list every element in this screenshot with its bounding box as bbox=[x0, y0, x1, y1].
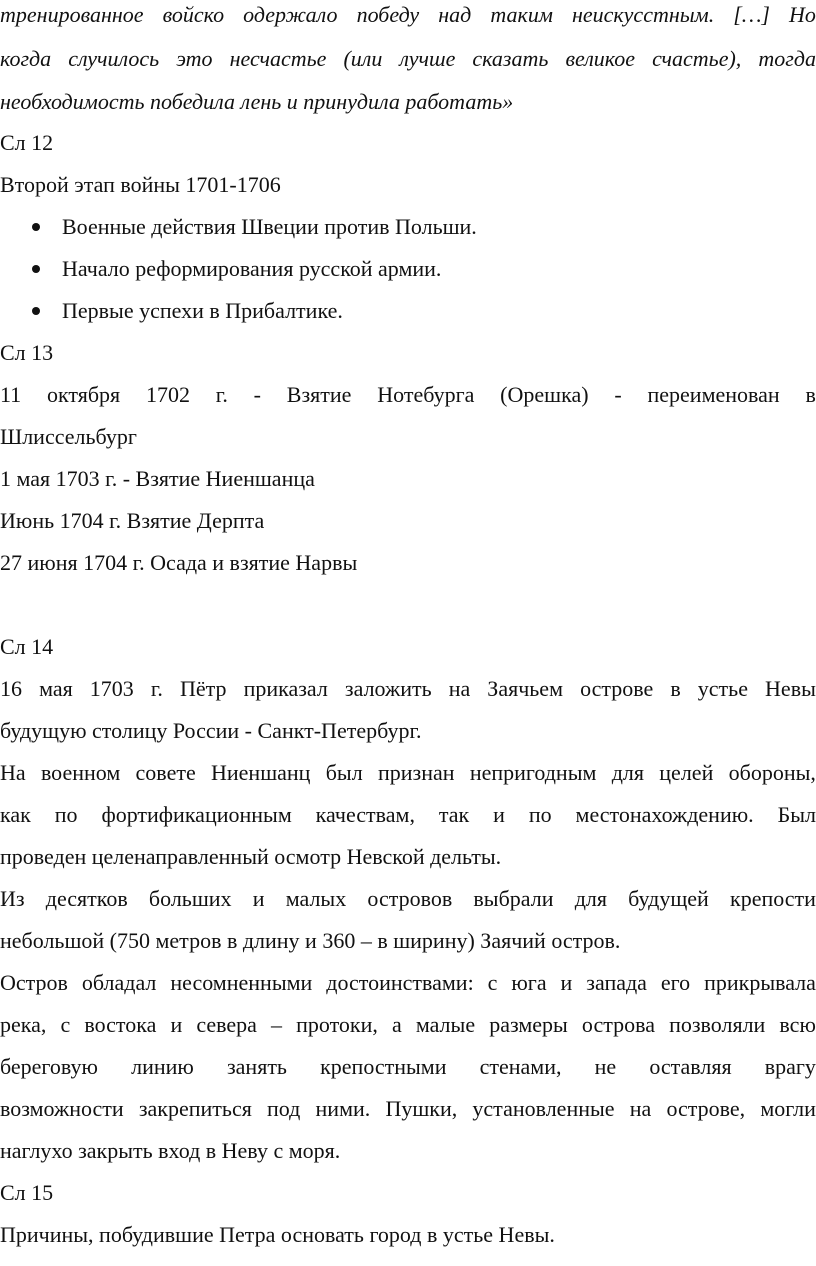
word: фортификационным bbox=[101, 802, 292, 827]
p2-line-1 bbox=[0, 758, 816, 788]
word: Был bbox=[777, 802, 816, 827]
word: военном bbox=[40, 760, 121, 785]
word: это bbox=[176, 46, 213, 71]
word: 1703 bbox=[89, 676, 134, 701]
bullet-text: Первые успехи в Прибалтике. bbox=[62, 298, 343, 323]
word: тренированное bbox=[0, 2, 144, 27]
event-1-line-2: Шлиссельбург bbox=[0, 424, 137, 449]
word: возможности bbox=[0, 1096, 124, 1121]
word: острове, bbox=[666, 1096, 746, 1121]
event-1-line-1 bbox=[0, 380, 816, 410]
word: (Орешка) bbox=[500, 382, 589, 407]
word: (или bbox=[343, 46, 383, 71]
word: несомненными bbox=[170, 970, 313, 995]
word: признан bbox=[377, 760, 455, 785]
word: сказать bbox=[472, 46, 549, 71]
word: стенами, bbox=[479, 1054, 562, 1079]
word: заложить bbox=[344, 676, 432, 701]
word: 16 bbox=[0, 676, 22, 701]
word: востока bbox=[84, 1012, 157, 1037]
word: переименован bbox=[647, 382, 780, 407]
bullet-text: Военные действия Швеции против Польши. bbox=[62, 214, 477, 239]
word: г. bbox=[215, 382, 228, 407]
bullet-dot-icon bbox=[32, 307, 40, 315]
p4-line-5: наглухо закрыть вход в Неву с моря. bbox=[0, 1138, 341, 1163]
word: юга bbox=[511, 970, 547, 995]
word: г. bbox=[150, 676, 163, 701]
word: больших bbox=[148, 886, 232, 911]
slide-12-heading: Второй этап войны 1701-1706 bbox=[0, 172, 281, 197]
word: достоинствами: bbox=[326, 970, 474, 995]
p4-line-2 bbox=[0, 1010, 816, 1040]
word: для bbox=[574, 886, 607, 911]
word: - bbox=[614, 382, 622, 407]
word: мая bbox=[39, 676, 73, 701]
word: победу bbox=[356, 2, 420, 27]
word: с bbox=[60, 1012, 71, 1037]
bullet-text: Начало реформирования русской армии. bbox=[62, 256, 442, 281]
word: оставляя bbox=[649, 1054, 732, 1079]
word: целей bbox=[659, 760, 714, 785]
word: когда bbox=[0, 46, 52, 71]
word: десятков bbox=[45, 886, 128, 911]
word: и bbox=[252, 886, 265, 911]
word: по bbox=[54, 802, 78, 827]
word: Взятие bbox=[286, 382, 352, 407]
p3-line-2: небольшой (750 метров в длину и 360 – в ширину) Заячий остров. bbox=[0, 928, 621, 953]
p3-line-1 bbox=[0, 884, 816, 914]
word: линию bbox=[131, 1054, 194, 1079]
p2-line-2 bbox=[0, 800, 816, 830]
word: […] bbox=[733, 2, 770, 27]
slide-15-heading: Причины, побудившие Петра основать город в устье Невы. bbox=[0, 1222, 555, 1247]
word: неискусстным. bbox=[571, 2, 715, 27]
word: местонахождению. bbox=[575, 802, 754, 827]
word: острова bbox=[581, 1012, 655, 1037]
word: так bbox=[438, 802, 470, 827]
word: позволяли bbox=[669, 1012, 766, 1037]
word: крепостными bbox=[320, 1054, 447, 1079]
word: крепости bbox=[730, 886, 816, 911]
word: Невы bbox=[765, 676, 816, 701]
word: установленные bbox=[472, 1096, 615, 1121]
word: одержало bbox=[243, 2, 338, 27]
word: всю bbox=[779, 1012, 816, 1037]
word: его bbox=[660, 970, 691, 995]
quote-line-2 bbox=[0, 44, 816, 74]
word: Заячьем bbox=[487, 676, 563, 701]
word: был bbox=[325, 760, 363, 785]
p4-line-3 bbox=[0, 1052, 816, 1082]
bullet-dot-icon bbox=[32, 223, 40, 231]
word: не bbox=[594, 1054, 617, 1079]
word: береговую bbox=[0, 1054, 98, 1079]
word: обороны, bbox=[728, 760, 816, 785]
word: по bbox=[528, 802, 552, 827]
word: обладал bbox=[81, 970, 157, 995]
word: октября bbox=[47, 382, 121, 407]
word: в bbox=[670, 676, 681, 701]
quote-line-1 bbox=[0, 0, 816, 30]
word: и bbox=[493, 802, 505, 827]
p4-line-4 bbox=[0, 1094, 816, 1124]
slide-15-label: Сл 15 bbox=[0, 1180, 54, 1205]
word: войско bbox=[162, 2, 225, 27]
word: острове bbox=[580, 676, 654, 701]
word: как bbox=[0, 802, 31, 827]
p2-line-3: проведен целенаправленный осмотр Невской дельты. bbox=[0, 844, 502, 869]
word: Из bbox=[0, 886, 25, 911]
word: совете bbox=[135, 760, 196, 785]
word: непригодным bbox=[469, 760, 597, 785]
word: с bbox=[487, 970, 498, 995]
word: занять bbox=[226, 1054, 287, 1079]
word: Остров bbox=[0, 970, 68, 995]
word: устье bbox=[697, 676, 748, 701]
word: прикрывала bbox=[704, 970, 816, 995]
word: 11 bbox=[0, 382, 22, 407]
word: в bbox=[805, 382, 816, 407]
word: тогда bbox=[758, 46, 816, 71]
slide-14-label: Сл 14 bbox=[0, 634, 54, 659]
word: запада bbox=[586, 970, 647, 995]
word: и bbox=[170, 1012, 183, 1037]
word: - bbox=[253, 382, 261, 407]
word: малые bbox=[415, 1012, 476, 1037]
word: на bbox=[629, 1096, 652, 1121]
word: врагу bbox=[764, 1054, 816, 1079]
word: будущей bbox=[628, 886, 709, 911]
word: приказал bbox=[243, 676, 328, 701]
word: размеры bbox=[489, 1012, 568, 1037]
word: островов bbox=[367, 886, 453, 911]
p1-line-1 bbox=[0, 674, 816, 704]
word: 1702 bbox=[145, 382, 190, 407]
word: – bbox=[271, 1012, 282, 1037]
slide-13-label: Сл 13 bbox=[0, 340, 54, 365]
word: счастье), bbox=[652, 46, 742, 71]
word: таким bbox=[490, 2, 553, 27]
word: и bbox=[560, 970, 573, 995]
word: великое bbox=[565, 46, 636, 71]
word: Ниеншанц bbox=[211, 760, 311, 785]
word: севера bbox=[196, 1012, 257, 1037]
word: на bbox=[448, 676, 471, 701]
word: Нотебурга bbox=[377, 382, 475, 407]
word: лучше bbox=[399, 46, 456, 71]
word: случилось bbox=[68, 46, 160, 71]
event-4: 27 июня 1704 г. Осада и взятие Нарвы bbox=[0, 550, 358, 575]
bullet-dot-icon bbox=[32, 265, 40, 273]
event-2: 1 мая 1703 г. - Взятие Ниеншанца bbox=[0, 466, 315, 491]
word: протоки, bbox=[296, 1012, 378, 1037]
word: закрепиться bbox=[138, 1096, 252, 1121]
word: малых bbox=[285, 886, 347, 911]
word: Пушки, bbox=[385, 1096, 458, 1121]
word: Пётр bbox=[179, 676, 227, 701]
slide-12-label: Сл 12 bbox=[0, 130, 54, 155]
word: несчастье bbox=[229, 46, 327, 71]
event-3: Июнь 1704 г. Взятие Дерпта bbox=[0, 508, 265, 533]
word: могли bbox=[760, 1096, 816, 1121]
word: На bbox=[0, 760, 26, 785]
word: река, bbox=[0, 1012, 47, 1037]
word: для bbox=[611, 760, 644, 785]
word: над bbox=[438, 2, 472, 27]
p1-line-2: будущую столицу России - Санкт-Петербург. bbox=[0, 718, 422, 743]
p4-line-1 bbox=[0, 968, 816, 998]
word: Но bbox=[789, 2, 816, 27]
word: а bbox=[391, 1012, 402, 1037]
word: качествам, bbox=[315, 802, 415, 827]
word: выбрали bbox=[473, 886, 554, 911]
quote-line-3: необходимость победила лень и принудила работать» bbox=[0, 89, 514, 114]
word: ними. bbox=[315, 1096, 371, 1121]
word: под bbox=[267, 1096, 301, 1121]
